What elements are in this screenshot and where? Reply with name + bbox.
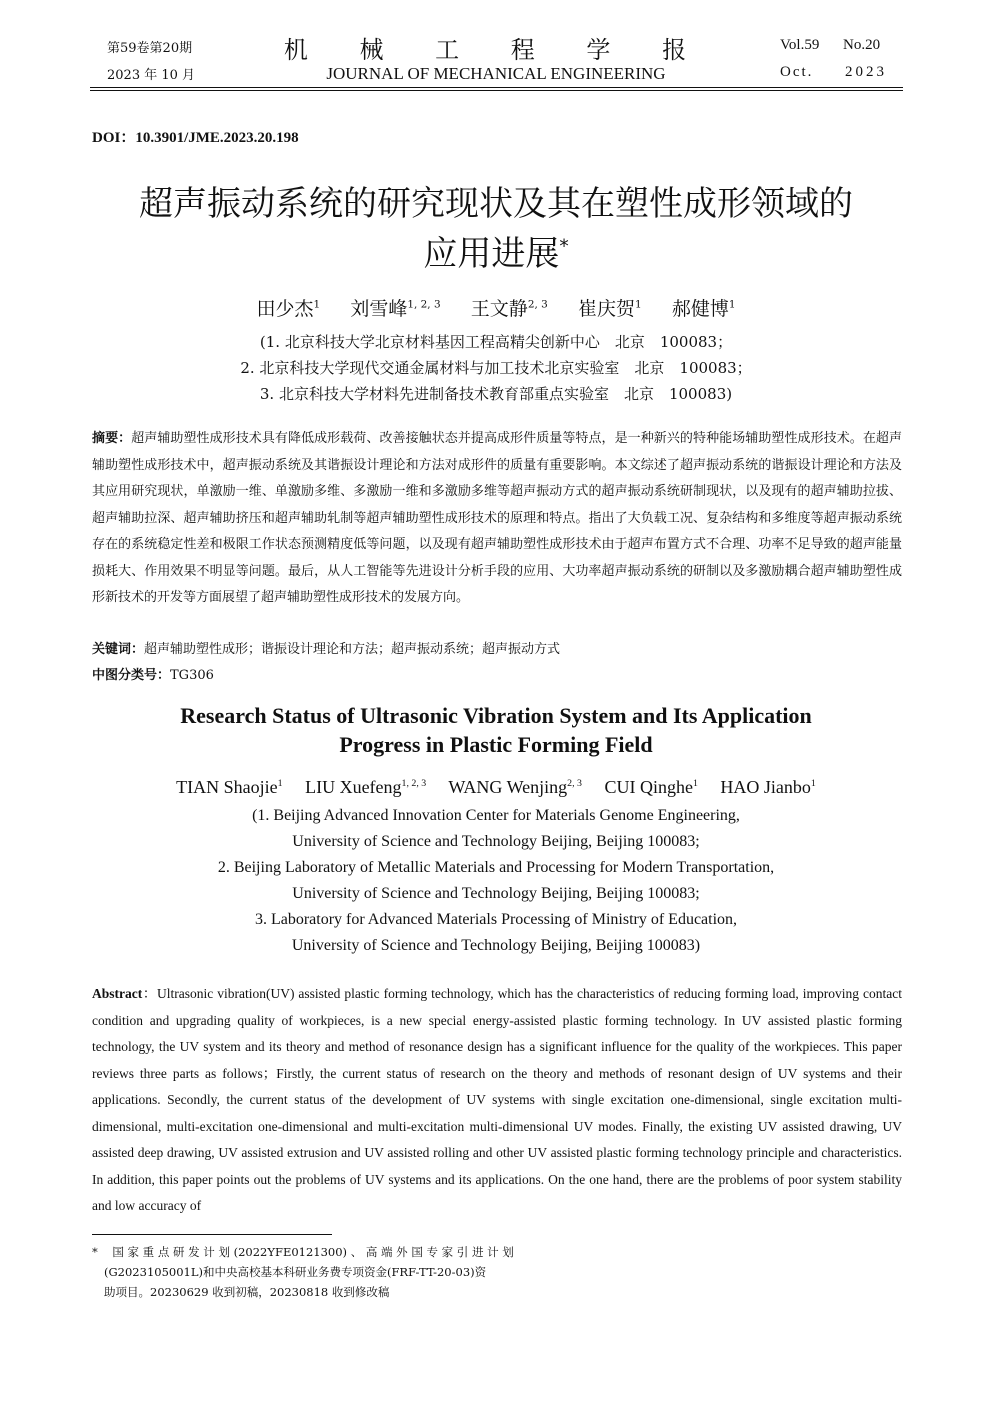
author-cn-sup: 1 (634, 298, 642, 311)
clc-cn-label: 中图分类号： (92, 668, 171, 683)
author-cn: 郝健博 (671, 298, 729, 320)
title-en-line2: Progress in Plastic Forming Field (339, 732, 653, 757)
author-en-sup: 1, 2, 3 (401, 778, 427, 789)
keywords-cn-text: 超声辅助塑性成形；谐振设计理论和方法；超声振动系统；超声振动方式 (144, 642, 561, 657)
issue-cn: 第59卷第20期 (107, 41, 193, 56)
author-en: TIAN Shaojie (176, 777, 278, 797)
affiliation-en-1b: University of Science and Technology Beijing, Beijing 100083; (292, 833, 700, 850)
number: No.20 (843, 37, 881, 53)
title-en-line1: Research Status of Ultrasonic Vibration System and Its Application (180, 703, 812, 728)
footnote-line-2: (G2023105001L)和中央高校基本科研业务费专项资金(FRF-TT-20-03)资 (104, 1265, 487, 1279)
abstract-en-label: Abstract (92, 986, 143, 1001)
author-cn-sup: 1 (313, 298, 321, 311)
journal-title-cn: 机 械 工 程 学 报 (283, 36, 709, 64)
title-cn-line1: 超声振动系统的研究现状及其在塑性成形领域的 (139, 184, 853, 224)
footnote-line-1 (92, 1242, 512, 1262)
author-en-sup: 1 (692, 778, 698, 789)
author-en: LIU Xuefeng (305, 777, 402, 797)
abstract-cn (92, 426, 902, 612)
abstract-en-sep: ： (142, 986, 157, 1001)
volume: Vol.59 (780, 37, 820, 53)
affiliation-en-2b: University of Science and Technology Beijing, Beijing 100083; (292, 885, 700, 902)
abstract-en-text: Ultrasonic vibration(UV) assisted plastic forming technology, which has the characteristics of reducing forming load, improving contact condition and upgrading quality of workpieces, is a new special energy-assisted plastic forming technology. In UV assisted plastic forming technology, the UV system and its theory and method of resonance design has a significant influence for the quality of the workpieces. This paper reviews three parts as follows；Firstly, the current status of research on the theory and methods of resonant design of UV systems and their applications. Secondly, the current status of the development of UV systems with single excitation one-dimensional, single excitation multi-dimensional, multi-excitation one-dimensional and multi-excitation multi-dimensional UV modes. Finally, the existing UV assisted drawing, UV assisted deep drawing, UV assisted extrusion and UV assisted rolling and other UV assisted plastic forming technology principle and characteristics. In addition, this paper points out the problems of UV systems and its applications. On the one hand, there are the problems of poor system stability and low accuracy of (92, 986, 903, 1213)
footnote (92, 1242, 512, 1302)
author-cn-sup: 2, 3 (527, 298, 548, 311)
affiliation-cn-1: (1. 北京科技大学北京材料基因工程高精尖创新中心 北京 100083； (259, 333, 733, 351)
author-cn: 崔庆贺 (577, 298, 635, 320)
journal-title-en: JOURNAL OF MECHANICAL ENGINEERING (326, 64, 666, 83)
authors-en (0, 777, 992, 798)
header-rule-top (90, 87, 903, 88)
clc-cn-text: TG306 (170, 668, 214, 683)
affiliation-cn-3: 3. 北京科技大学材料先进制备技术教育部重点实验室 北京 100083) (259, 385, 733, 403)
authors-cn (0, 294, 992, 321)
keywords-cn (92, 638, 560, 657)
author-cn-sup: 1 (728, 298, 736, 311)
footnote-text-1: 国 家 重 点 研 发 计 划 (2022YFE0121300) 、 高 端 外 国 专 家 引 进 计 划 (112, 1245, 514, 1259)
author-en-sup: 1 (810, 778, 816, 789)
author-en: WANG Wenjing (448, 777, 568, 797)
affiliation-en-3b: University of Science and Technology Beijing, Beijing 100083) (291, 937, 701, 954)
title-footnote-mark: * (559, 236, 569, 258)
affiliation-cn-2: 2. 北京科技大学现代交通金属材料与加工技术北京实验室 北京 100083； (240, 359, 752, 377)
author-cn: 王文静 (470, 298, 528, 320)
footnote-mark: * (92, 1245, 98, 1259)
author-en: HAO Jianbo (720, 777, 811, 797)
author-en-sup: 2, 3 (567, 778, 582, 789)
year: 2023 (845, 64, 887, 80)
author-cn: 田少杰 (256, 298, 314, 320)
date-cn: 2023 年 10 月 (107, 68, 196, 83)
title-cn-line2-text: 应用进展 (423, 234, 560, 274)
clc-cn (92, 664, 214, 683)
abstract-cn-text: 超声辅助塑性成形技术具有降低成形载荷、改善接触状态并提高成形件质量等特点，是一种新兴的特种能场辅助塑性成形技术。在超声辅助塑性成形技术中，超声振动系统及其谐振设计理论和方法对成形件的质量有重要影响。本文综述了超声振动系统的谐振设计理论和方法及其应用研究现状，单激励一维、单激励多维、多激励一维和多激励多维等超声振动方式的超声振动系统研制现状，以及现有的超声辅助拉拔、超声辅助拉深、超声辅助挤压和超声辅助轧制等超声辅助塑性成形技术的原理和特点。指出了大负载工况、复杂结构和多维度等超声振动系统存在的系统稳定性差和极限工作状态预测精度低等问题，以及现有超声辅助塑性成形技术由于超声布置方式不合理、功率不足导致的超声能量损耗大、作用效果不明显等问题。最后，从人工智能等先进设计分析手段的应用、大功率超声振动系统的研制以及多激励耦合超声辅助塑性成形新技术的开发等方面展望了超声辅助塑性成形技术的发展方向。 (92, 431, 902, 605)
affiliation-en-1: (1. Beijing Advanced Innovation Center for Materials Genome Engineering, (252, 807, 740, 824)
author-cn: 刘雪峰 (350, 298, 408, 320)
header-rule-bottom (90, 90, 903, 91)
author-cn-sup: 1, 2, 3 (407, 298, 441, 311)
title-cn-line2 (0, 226, 992, 275)
keywords-cn-label: 关键词： (92, 642, 145, 657)
affiliation-en-3: 3. Laboratory for Advanced Materials Processing of Ministry of Education, (254, 911, 738, 928)
author-en-sup: 1 (277, 778, 283, 789)
month-en: Oct. (780, 64, 814, 80)
abstract-cn-label: 摘要： (92, 431, 132, 446)
author-en: CUI Qinghe (604, 777, 693, 797)
footnote-line-3: 助项目。20230629 收到初稿，20230818 收到修改稿 (104, 1285, 390, 1299)
footnote-rule (92, 1234, 332, 1235)
affiliation-en-2: 2. Beijing Laboratory of Metallic Materials and Processing for Modern Transportation, (217, 859, 775, 876)
abstract-en (92, 981, 902, 1220)
doi: DOI：10.3901/JME.2023.20.198 (92, 130, 299, 146)
